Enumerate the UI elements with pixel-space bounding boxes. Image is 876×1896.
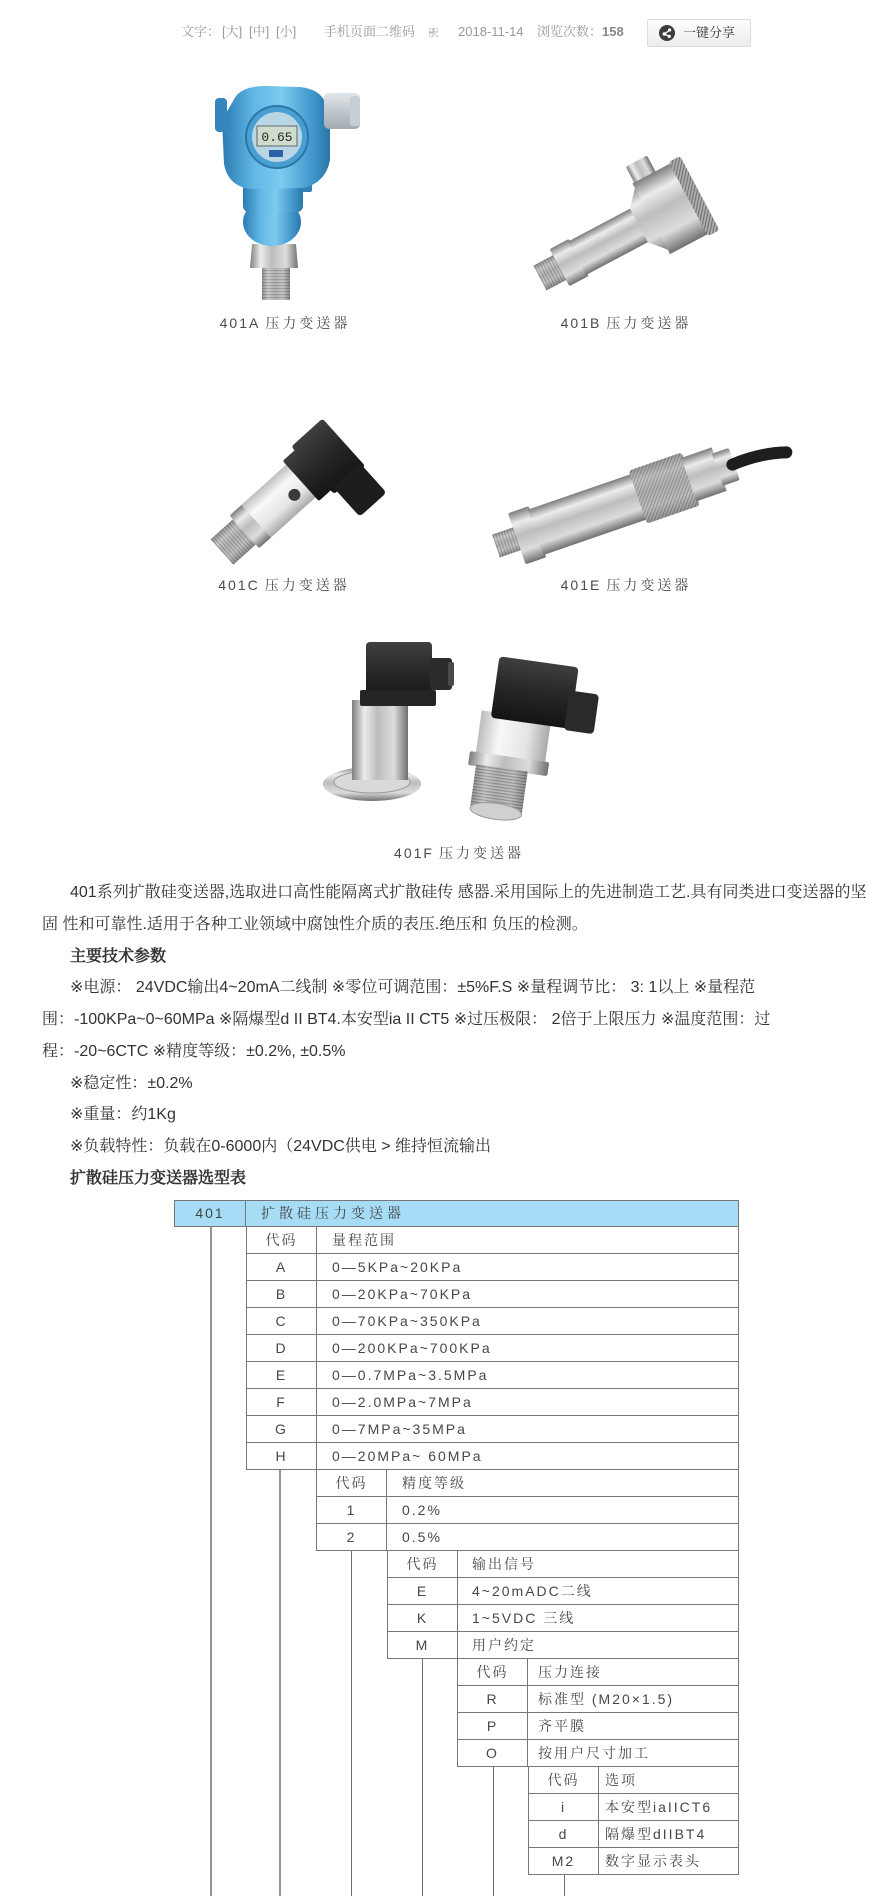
table-row [247,1281,738,1308]
code-cell: 2 [317,1524,387,1550]
code-cell: d [529,1821,599,1847]
code-cell: i [529,1794,599,1820]
code-cell: H [247,1443,317,1469]
font-size-label: 文字： [181,24,221,39]
section-header-label: 输出信号 [472,1556,536,1572]
code-header: 代码 [458,1659,528,1685]
font-size-small-link[interactable]: [小] [276,24,297,39]
value-cell: 1~5VDC 三线 [472,1610,576,1626]
code-cell: A [247,1254,317,1280]
product-image-401e [485,435,795,570]
share-button[interactable] [647,19,751,47]
code-header: 代码 [529,1767,599,1793]
value-cell: 0—70KPa~350KPa [332,1313,482,1329]
product-name: 压力变送器 [606,577,692,593]
view-count-value: 158 [602,24,624,39]
table-row [247,1308,738,1335]
product-caption-401a [185,313,385,333]
section-header-row [458,1659,738,1686]
table-row [529,1821,738,1848]
table-row [247,1416,738,1443]
code-header: 代码 [317,1470,387,1496]
product-name: 压力变送器 [264,577,350,593]
table-row [247,1443,738,1470]
table-row [388,1578,738,1605]
value-cell: 0—7MPa~35MPa [332,1421,467,1437]
code-cell: D [247,1335,317,1361]
code-cell: E [388,1578,458,1604]
intro-line: 固 性和可靠性.适用于各种工业领域中腐蚀性介质的表压.绝压和 负压的检测。 [42,915,588,933]
product-image-401b [520,135,730,300]
connector-line [279,1470,281,1896]
table-row [247,1362,738,1389]
value-cell: 用户约定 [472,1637,536,1653]
section-header-row [247,1227,738,1254]
pressure-connection-section [457,1659,739,1767]
section-header-row [529,1767,738,1794]
code-cell: F [247,1389,317,1415]
product-name: 压力变送器 [438,845,524,861]
qr-code-icon[interactable] [429,28,438,37]
product-caption-401f [359,843,559,863]
value-cell: 0—0.7MPa~3.5MPa [332,1367,489,1383]
code-cell: G [247,1416,317,1442]
product-model: 401A [219,315,261,331]
product-model: 401E [560,577,602,593]
view-count [537,24,624,40]
code-header: 代码 [247,1227,317,1253]
product-name: 压力变送器 [265,315,351,331]
specs-line: ※电源： 24VDC输出4~20mA二线制 ※零位可调范围：±5%F.S ※量程调节比： 3: 1以上 ※量程范 [70,979,756,997]
specs-line: 围：-100KPa~0~60MPa ※隔爆型d II BT4.本安型ia II CT5 ※过压极限： 2倍于上限压力 ※温度范围：过 [42,1011,771,1028]
value-cell: 数字显示表头 [605,1853,701,1869]
section-header-row [388,1551,738,1578]
table-row [388,1605,738,1632]
connector-line [351,1551,352,1896]
value-cell: 0—2.0MPa~7MPa [332,1394,473,1410]
share-icon [659,25,675,41]
value-cell: 齐平膜 [538,1718,586,1734]
value-cell: 0—200KPa~700KPa [332,1340,492,1356]
table-row [317,1497,738,1524]
value-cell: 本安型iaIICT6 [605,1799,713,1815]
section-header-label: 精度等级 [402,1475,466,1491]
value-cell: 4~20mADC二线 [472,1583,593,1599]
output-signal-section [387,1551,739,1659]
value-cell: 0.2% [402,1502,442,1518]
connector-line [564,1875,565,1896]
table-row [529,1848,738,1875]
options-section [528,1767,739,1875]
code-cell: C [247,1308,317,1334]
code-cell: R [458,1686,528,1712]
table-row [247,1389,738,1416]
product-caption-401e [526,575,726,595]
selection-table-heading: 扩散硅压力变送器选型表 [70,1169,247,1187]
specs-line: 程：-20~6CTC ※精度等级：±0.2%, ±0.5% [42,1042,346,1060]
accuracy-section [316,1470,739,1551]
code-cell: 1 [317,1497,387,1523]
model-code: 401 [175,1201,246,1226]
stability-spec: ※稳定性：±0.2% [70,1074,193,1092]
view-count-label: 浏览次数： [537,24,603,39]
table-row [458,1740,738,1767]
lcd-reading: 0.65 [261,130,293,145]
code-header: 代码 [388,1551,458,1577]
product-caption-401c [184,575,384,595]
model-name: 扩散硅压力变送器 [261,1205,405,1221]
section-header-label: 量程范围 [332,1232,396,1248]
connector-line [210,1227,212,1896]
code-cell: K [388,1605,458,1631]
range-section [246,1227,739,1470]
code-cell: O [458,1740,528,1766]
share-button-label: 一键分享 [683,25,736,40]
section-header-row [317,1470,738,1497]
code-cell: M [388,1632,458,1658]
section-header-label: 选项 [605,1772,637,1788]
table-row [388,1632,738,1659]
table-row [247,1254,738,1281]
section-header-label: 压力连接 [538,1664,602,1680]
value-cell: 0—5KPa~20KPa [332,1259,463,1275]
font-size-large-link[interactable]: [大] [222,24,243,39]
intro-line: 401系列扩散硅变送器,选取进口高性能隔离式扩散硅传 感器.采用国际上的先进制造工艺.具有同类进口变送器的坚 [70,884,867,901]
connector-line [422,1659,423,1896]
value-cell: 0—20MPa~ 60MPa [332,1448,483,1464]
code-cell: E [247,1362,317,1388]
publish-date: 2018-11-14 [458,24,524,39]
code-cell: P [458,1713,528,1739]
table-model-header [174,1200,739,1227]
font-size-medium-link[interactable]: [中] [249,24,270,39]
value-cell: 按用户尺寸加工 [538,1745,650,1761]
table-row [458,1686,738,1713]
code-cell: B [247,1281,317,1307]
product-image-401f [315,628,605,828]
table-row [317,1524,738,1551]
table-row [529,1794,738,1821]
product-model: 401C [218,577,260,593]
value-cell: 标准型 (M20×1.5) [538,1691,675,1707]
weight-spec: ※重量：约1Kg [70,1106,176,1124]
specs-heading: 主要技术参数 [70,947,167,965]
product-description [42,877,876,1195]
product-model: 401F [394,845,434,861]
product-model: 401B [560,315,602,331]
connector-line [493,1767,494,1896]
product-caption-401b [526,313,726,333]
table-row [247,1335,738,1362]
load-spec: ※负载特性：负载在0-6000内（24VDC供电 > 维持恒流输出 [70,1138,492,1155]
value-cell: 0.5% [402,1529,442,1545]
product-name: 压力变送器 [606,315,692,331]
mobile-qr-link[interactable]: 手机页面二维码 [324,24,416,39]
table-row [458,1713,738,1740]
code-cell: M2 [529,1848,599,1874]
product-image-401c [195,405,390,575]
value-cell: 隔爆型dIIBT4 [605,1826,707,1842]
product-image-401a [210,80,370,305]
value-cell: 0—20KPa~70KPa [332,1286,473,1302]
